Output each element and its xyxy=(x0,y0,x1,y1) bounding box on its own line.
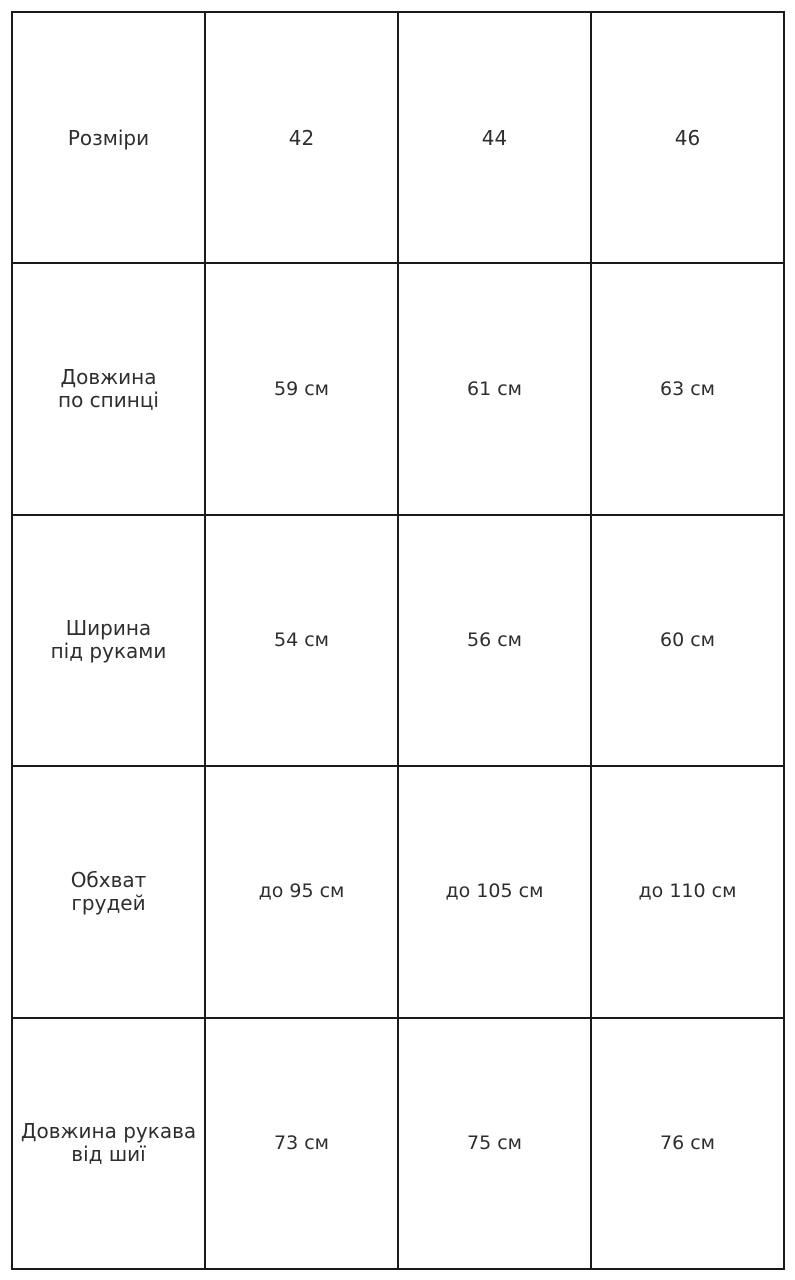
table-row xyxy=(12,1018,784,1269)
table-header-row xyxy=(12,12,784,263)
table-cell: 54 см xyxy=(205,515,398,766)
table-cell: до 110 см xyxy=(591,766,784,1017)
table-cell: до 95 см xyxy=(205,766,398,1017)
row-label-back-length: Довжина по спинці xyxy=(12,263,205,514)
row-label-width-under-arms: Ширина під руками xyxy=(12,515,205,766)
size-chart-table xyxy=(11,11,785,1270)
size-header-cell: 42 xyxy=(205,12,398,263)
table-cell: 73 см xyxy=(205,1018,398,1269)
table-cell: до 105 см xyxy=(398,766,591,1017)
table-cell: 76 см xyxy=(591,1018,784,1269)
table-row xyxy=(12,766,784,1017)
table-cell: 61 см xyxy=(398,263,591,514)
size-header-cell: 46 xyxy=(591,12,784,263)
table-cell: 75 см xyxy=(398,1018,591,1269)
table-cell: 63 см xyxy=(591,263,784,514)
table-cell: 56 см xyxy=(398,515,591,766)
table-cell: 60 см xyxy=(591,515,784,766)
table-cell: 59 см xyxy=(205,263,398,514)
row-label-sleeve-length: Довжина рукава від шиї xyxy=(12,1018,205,1269)
row-label-chest: Обхват грудей xyxy=(12,766,205,1017)
table-row xyxy=(12,263,784,514)
size-header-cell: 44 xyxy=(398,12,591,263)
table-row xyxy=(12,515,784,766)
sizes-header-label: Розміри xyxy=(12,12,205,263)
